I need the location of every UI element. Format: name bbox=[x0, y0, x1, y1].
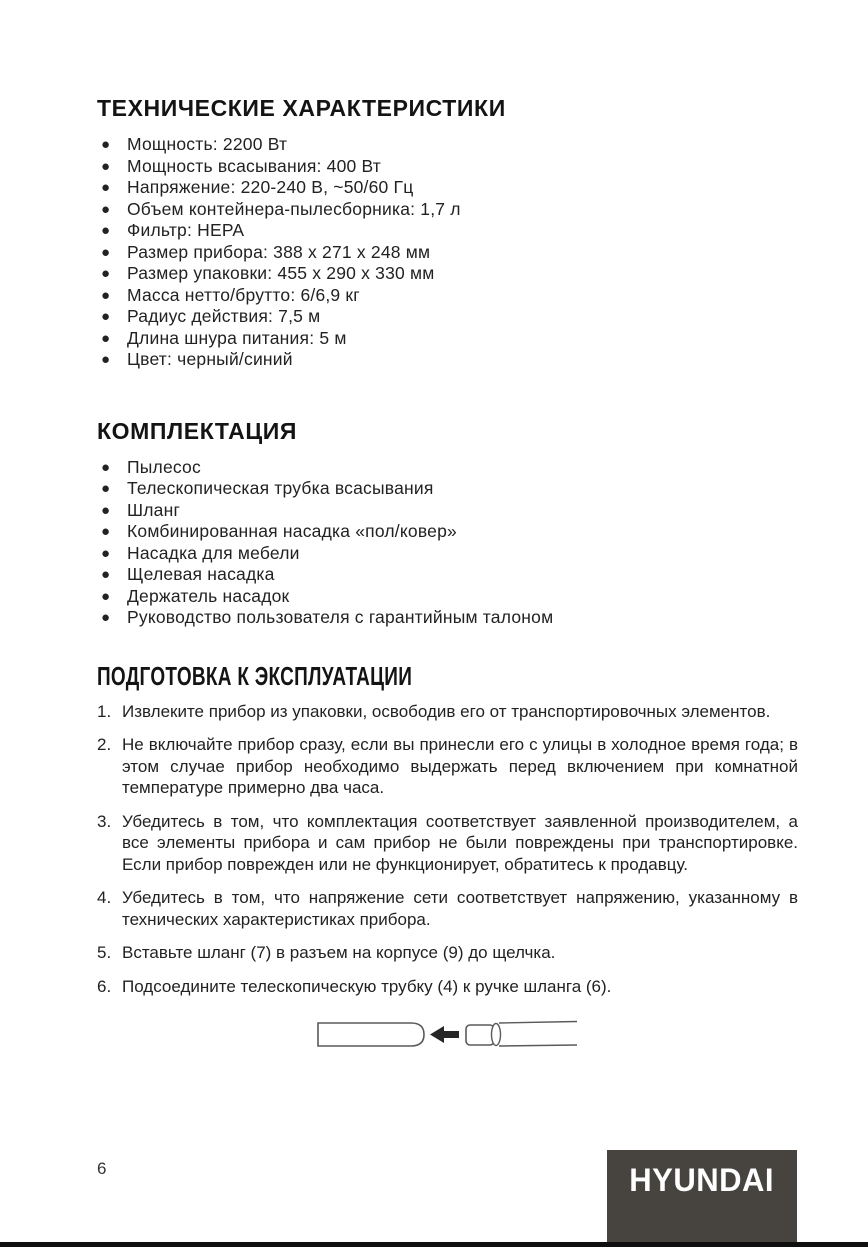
bottom-rule bbox=[0, 1242, 868, 1247]
package-list bbox=[97, 457, 798, 629]
section-title-preparation: ПОДГОТОВКА К ЭКСПЛУАТАЦИИ bbox=[97, 660, 413, 691]
list-item bbox=[97, 177, 798, 199]
list-item-text: Фильтр: HEPA bbox=[127, 220, 245, 240]
list-item-text: Мощность: 2200 Вт bbox=[127, 134, 288, 154]
bullet-icon: ● bbox=[101, 222, 111, 239]
step-item bbox=[97, 976, 798, 998]
list-item-text: Радиус действия: 7,5 м bbox=[127, 306, 321, 326]
step-number: 5. bbox=[97, 943, 112, 962]
hose-connector-ring bbox=[492, 1024, 501, 1046]
list-item bbox=[97, 564, 798, 586]
step-item bbox=[97, 942, 798, 964]
list-item bbox=[97, 263, 798, 285]
step-text: Подсоедините телескопическую трубку (4) к ручке шланга (6). bbox=[122, 976, 612, 996]
bullet-icon: ● bbox=[101, 286, 111, 304]
list-item bbox=[97, 521, 798, 543]
list-item bbox=[97, 349, 798, 371]
step-text: Убедитесь в том, что комплектация соответствует заявленной производителем, а все элементы прибора и сам прибор не были повреждены при транспортировке. Если прибор поврежден или не функционирует, обратитесь к продавцу. bbox=[122, 811, 798, 874]
bullet-icon: ● bbox=[101, 587, 111, 605]
bullet-icon: ● bbox=[101, 243, 111, 261]
bullet-icon: ● bbox=[101, 308, 111, 325]
bullet-icon: ● bbox=[101, 523, 111, 540]
step-text: Убедитесь в том, что напряжение сети соответствует напряжению, указанному в технических характеристиках прибора. bbox=[122, 888, 798, 929]
section-preparation bbox=[97, 660, 798, 998]
page-number: 6 bbox=[97, 1159, 107, 1178]
list-item-text: Руководство пользователя с гарантийным талоном bbox=[127, 607, 554, 627]
bullet-icon: ● bbox=[101, 458, 111, 476]
bullet-icon: ● bbox=[101, 136, 111, 153]
section-title-specs: ТЕХНИЧЕСКИЕ ХАРАКТЕРИСТИКИ bbox=[97, 95, 506, 121]
step-number: 3. bbox=[97, 811, 112, 831]
list-item bbox=[97, 457, 798, 479]
list-item bbox=[97, 500, 798, 522]
step-text: Вставьте шланг (7) в разъем на корпусе (9) до щелчка. bbox=[122, 943, 556, 962]
preparation-steps bbox=[97, 701, 798, 998]
list-item-text: Масса нетто/брутто: 6/6,9 кг bbox=[127, 284, 360, 305]
brand-logo-text: HYUNDAI bbox=[629, 1162, 775, 1198]
list-item-text: Длина шнура питания: 5 м bbox=[127, 327, 347, 348]
specs-list bbox=[97, 134, 798, 371]
hose-connector-shape bbox=[466, 1025, 494, 1045]
bullet-icon: ● bbox=[101, 200, 111, 218]
list-item bbox=[97, 543, 798, 565]
step-item bbox=[97, 811, 798, 876]
brand-logo-block bbox=[607, 1150, 797, 1243]
bullet-icon: ● bbox=[101, 501, 111, 519]
step-number: 1. bbox=[97, 701, 112, 721]
list-item bbox=[97, 285, 798, 307]
step-number: 4. bbox=[97, 888, 112, 907]
list-item bbox=[97, 586, 798, 608]
telescopic-tube-shape bbox=[318, 1023, 424, 1046]
list-item bbox=[97, 328, 798, 350]
page-content bbox=[97, 95, 798, 1055]
section-package bbox=[97, 418, 798, 629]
list-item bbox=[97, 306, 798, 328]
list-item bbox=[97, 199, 798, 221]
list-item bbox=[97, 607, 798, 629]
list-item bbox=[97, 242, 798, 264]
bullet-icon: ● bbox=[101, 609, 111, 626]
list-item-text: Объем контейнера-пылесборника: 1,7 л bbox=[127, 198, 461, 219]
list-item-text: Мощность всасывания: 400 Вт bbox=[127, 155, 381, 176]
bullet-icon: ● bbox=[101, 265, 111, 282]
bullet-icon: ● bbox=[101, 329, 111, 347]
step-item bbox=[97, 887, 798, 930]
list-item-text: Держатель насадок bbox=[127, 585, 290, 606]
step-item bbox=[97, 734, 798, 799]
list-item-text: Насадка для мебели bbox=[127, 542, 300, 563]
list-item-text: Напряжение: 220-240 В, ~50/60 Гц bbox=[127, 177, 414, 197]
step-number: 2. bbox=[97, 735, 112, 754]
bullet-icon: ● bbox=[101, 566, 111, 583]
list-item bbox=[97, 220, 798, 242]
list-item bbox=[97, 156, 798, 178]
left-arrow-icon bbox=[430, 1026, 459, 1043]
tube-to-hose-connection-diagram bbox=[315, 1015, 579, 1055]
step-item bbox=[97, 701, 798, 723]
bullet-icon: ● bbox=[101, 544, 111, 562]
list-item-text: Шланг bbox=[127, 499, 181, 520]
list-item-text: Цвет: черный/синий bbox=[127, 349, 293, 369]
section-specs bbox=[97, 95, 798, 371]
list-item bbox=[97, 134, 798, 156]
bullet-icon: ● bbox=[101, 157, 111, 175]
list-item bbox=[97, 478, 798, 500]
step-number: 6. bbox=[97, 976, 112, 996]
bullet-icon: ● bbox=[101, 179, 111, 196]
section-title-package: КОМПЛЕКТАЦИЯ bbox=[97, 417, 297, 444]
list-item-text: Размер прибора: 388 х 271 х 248 мм bbox=[127, 241, 431, 262]
list-item-text: Телескопическая трубка всасывания bbox=[127, 478, 434, 498]
step-text: Извлеките прибор из упаковки, освободив его от транспортировочных элементов. bbox=[122, 701, 771, 721]
list-item-text: Щелевая насадка bbox=[127, 564, 275, 584]
list-item-text: Комбинированная насадка «пол/ковер» bbox=[127, 521, 457, 541]
step-text: Не включайте прибор сразу, если вы принесли его с улицы в холодное время года; в этом случае прибор необходимо выдержать перед включением при комнатной температуре примерно два часа. bbox=[122, 735, 798, 797]
list-item-text: Пылесос bbox=[127, 456, 201, 477]
hose-handle-shape bbox=[499, 1022, 577, 1047]
bullet-icon: ● bbox=[101, 480, 111, 497]
list-item-text: Размер упаковки: 455 х 290 х 330 мм bbox=[127, 263, 435, 283]
bullet-icon: ● bbox=[101, 351, 111, 368]
